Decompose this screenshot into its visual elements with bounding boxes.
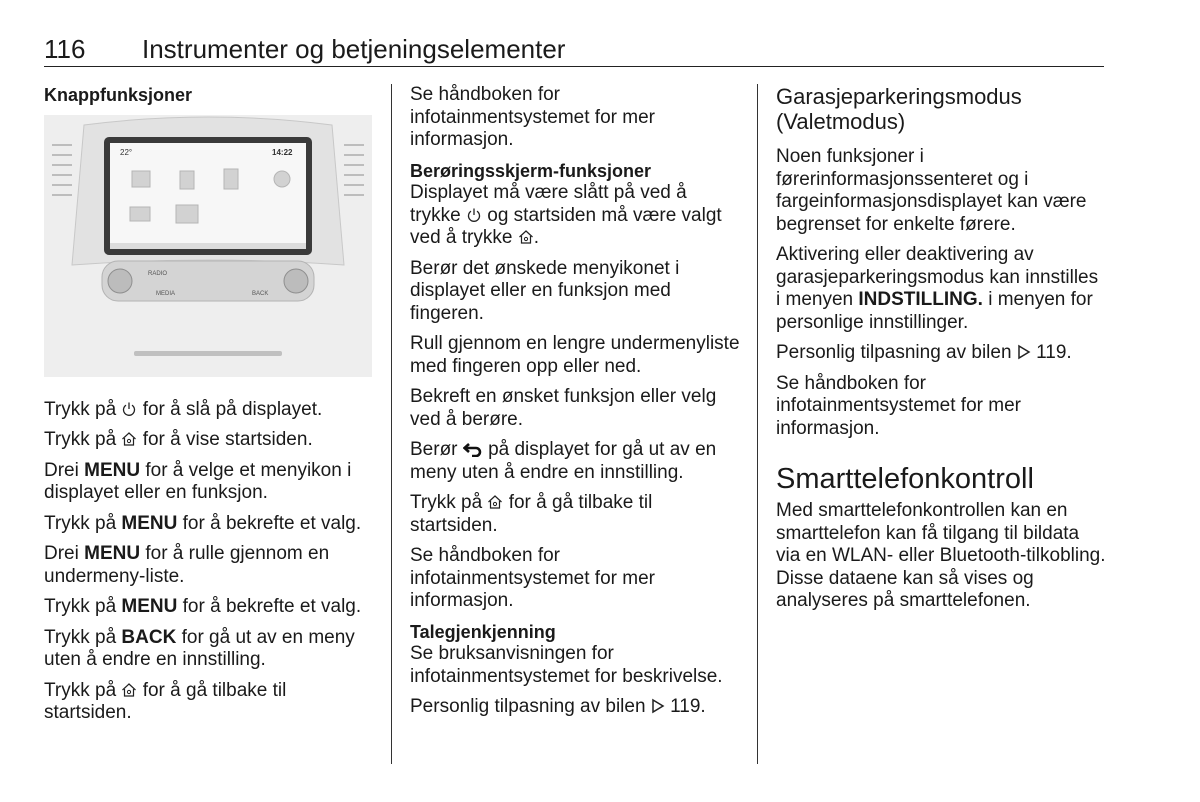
paragraph: Med smarttelefonkontrollen kan en smarttelefon kan få tilgang til bildata via en WLAN- eller Bluetooth-tilkobling. Disse dataene kan så vises og analyseres på smarttelefonen. (776, 500, 1106, 611)
paragraph: Noen funksjoner i førerinformasjonssenteret og i fargeinformasjonsdisplayet kan være begrenset for enkelte førere. (776, 146, 1087, 235)
paragraph: Trykk på for å slå på displayet. (44, 398, 323, 420)
paragraph: Se håndboken for infotainmentsystemet for mer informasjon. (410, 545, 655, 611)
page-reference-link[interactable]: 119. (670, 696, 706, 717)
paragraph: Aktivering eller deaktivering av garasjeparkeringsmodus kan innstilles i menyen INDSTILLING. i menyen for personlige innstillinger. (776, 244, 1099, 333)
column-1 (44, 84, 374, 733)
paragraph: Drei MENU for å velge et menyikon i displayet eller en funksjon. (44, 459, 352, 503)
paragraph: Trykk på for å gå tilbake til startsiden. (410, 492, 653, 536)
section-heading-smartphone-control: Smarttelefonkontroll (776, 463, 1034, 495)
button-back-label: BACK (252, 290, 269, 297)
paragraph: Personlig tilpasning av bilen 119. (410, 696, 706, 717)
paragraph: Berøringsskjerm-funksjoner Displayet må være slått på ved å trykke og startsiden må være valgt ved å trykke . (410, 160, 740, 250)
paragraph: Se håndboken for infotainmentsystemet for mer informasjon. (410, 84, 655, 150)
paragraph: Rull gjennom en lengre undermenyliste med fingeren opp eller ned. (410, 333, 740, 377)
column-divider (391, 84, 392, 764)
keyword-settings: INDSTILLING. (858, 289, 983, 310)
page-number: 116 (44, 34, 86, 64)
keyword-menu: MENU (84, 543, 141, 564)
home-icon (487, 494, 503, 510)
subheading-touchscreen: Berøringsskjerm-funksjoner (410, 160, 652, 181)
paragraph: Trykk på for å vise startsiden. (44, 429, 313, 450)
paragraph: Trykk på for å gå tilbake til startsiden. (44, 679, 287, 723)
button-radio-label: RADIO (148, 270, 168, 277)
column-2 (410, 84, 740, 727)
keyword-menu: MENU (121, 596, 178, 617)
keyword-menu: MENU (84, 459, 141, 481)
paragraph: Se håndboken for infotainmentsystemet for mer informasjon. (776, 372, 1021, 439)
subheading-voice-recognition: Talegjenkjenning (410, 621, 556, 642)
section-heading-button-functions: Knappfunksjoner (44, 85, 193, 105)
paragraph: Berør det ønskede menyikonet i displayet eller en funksjon med fingeren. (410, 257, 680, 324)
paragraph: Trykk på MENU for å bekrefte et valg. (44, 596, 362, 617)
keyword-menu: MENU (121, 512, 178, 534)
paragraph: Personlig tilpasning av bilen 119. (776, 342, 1072, 363)
back-arrow-icon (463, 441, 483, 457)
display-clock: 14:22 (272, 147, 293, 157)
column-3 (776, 84, 1106, 621)
infotainment-illustration (44, 115, 372, 377)
column-divider (757, 84, 758, 764)
page-reference-icon (1017, 344, 1031, 360)
home-icon (518, 229, 534, 245)
home-icon (121, 431, 137, 447)
display-temperature: 22° (120, 147, 133, 157)
page-header (44, 34, 1104, 67)
keyword-back: BACK (121, 626, 177, 648)
dashboard-drawing (44, 115, 372, 377)
power-icon (466, 207, 482, 223)
paragraph: Bekreft en ønsket funksjon eller velg ved å berøre. (410, 386, 717, 430)
paragraph: Trykk på MENU for å bekrefte et valg. (44, 512, 362, 534)
button-media-label: MEDIA (156, 290, 176, 297)
paragraph: Talegjenkjenning Se bruksanvisningen for infotainmentsystemet for beskrivelse. (410, 621, 740, 689)
page-reference-link[interactable]: 119. (1036, 342, 1072, 363)
paragraph: Drei MENU for å rulle gjennom en undermeny-liste. (44, 543, 330, 587)
display-screen (110, 143, 306, 249)
page-reference-icon (651, 698, 665, 714)
section-heading-valet-mode: Garasjeparkeringsmodus (Valetmodus) (776, 84, 1022, 134)
home-icon (121, 682, 137, 698)
paragraph: Berør på displayet for gå ut av en meny uten å endre en innstilling. (410, 439, 717, 483)
power-icon (121, 401, 137, 417)
paragraph: Trykk på BACK for gå ut av en meny uten å endre en innstilling. (44, 626, 355, 670)
page-title: Instrumenter og betjeningselementer (142, 34, 566, 64)
